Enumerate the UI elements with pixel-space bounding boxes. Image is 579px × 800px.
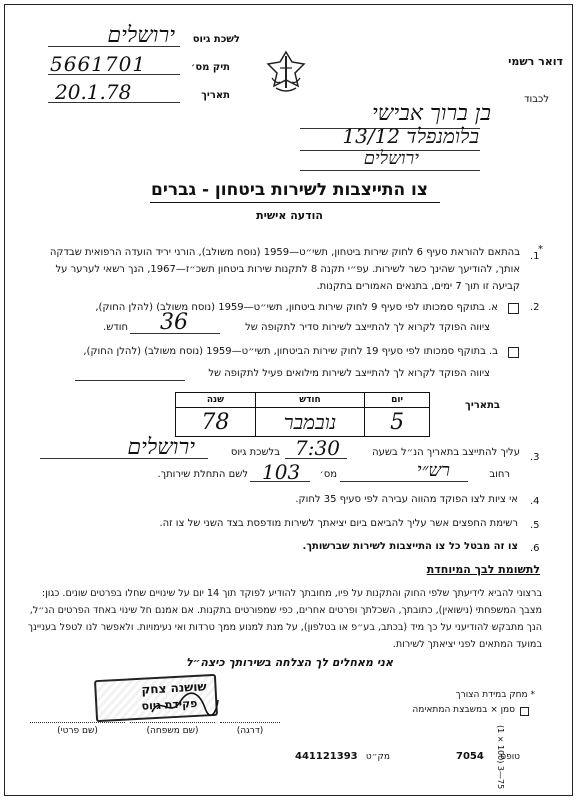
footnote-delete-note: * מחק במידת הצורך bbox=[455, 690, 535, 700]
footnote-checkbox bbox=[520, 707, 529, 716]
rank-line bbox=[220, 722, 280, 723]
section3-hour-value: 7:30 bbox=[295, 436, 340, 460]
section3-hour-line bbox=[285, 458, 347, 459]
section3-bureau-value: ירושלים bbox=[127, 435, 195, 460]
section4-text: אי ציות לצו הפוקד מהווה עבירה לפי סעיף 35 לחוק. bbox=[295, 494, 518, 505]
section3-street-label: רחוב bbox=[489, 469, 510, 480]
bureau-value: ירושלים bbox=[107, 23, 175, 48]
footnote-check-note: סמן × במשבצת המתאימה bbox=[412, 705, 515, 715]
section2b-line1: ב. בתוקף סמכותו לפי סעיף 19 לחוק שירות הביטחון, תשי״ט—1959 (נוסח משולב) (להלן החוק), bbox=[83, 346, 498, 357]
section2-number: .2 bbox=[530, 302, 540, 313]
bureau-line bbox=[48, 46, 180, 47]
stamp-line1: שושנה צחק bbox=[141, 679, 207, 697]
family-line bbox=[130, 722, 215, 723]
section3-street-line bbox=[340, 481, 468, 482]
section2a-months-value: 36 bbox=[160, 310, 188, 335]
file-value: 5661701 bbox=[50, 52, 147, 76]
attention-wish: אני מאחלים לך הצלחה בשירותך כיצה״ל bbox=[185, 656, 394, 669]
attention-heading: לתשומת לבך המיוחדת bbox=[426, 563, 540, 576]
catalog-number: 441121393 bbox=[295, 751, 358, 762]
file-label: תיק מס׳ bbox=[190, 62, 230, 73]
form-subtitle: הודעה אישית bbox=[256, 209, 323, 222]
recipient-city: ירושלים bbox=[363, 148, 419, 169]
catalog-label: מק״ט bbox=[365, 752, 390, 762]
first-line bbox=[30, 722, 125, 723]
section5-text: רשימת החפצים אשר עליך להביאם ביום יציאתך לשירות מודפסת בצד השני של צו זה. bbox=[159, 518, 518, 529]
side-code: (1 × 100) 3—75 bbox=[496, 725, 505, 790]
official-mail-label: דואר רשמי bbox=[508, 55, 563, 68]
section2b-line2: ציווה הפוקד לקרוא לך להתייצב לשירות מילואים פעיל לתקופה של bbox=[208, 368, 490, 379]
date-box-day-value: 5 bbox=[365, 408, 430, 437]
to-label: לכבוד bbox=[524, 94, 549, 105]
date-box-label: בתאריך bbox=[465, 400, 500, 411]
date-label: תאריך bbox=[201, 90, 230, 101]
section5-number: .5 bbox=[530, 520, 540, 531]
date-value: 20.1.78 bbox=[55, 80, 132, 104]
section3-line2-post: לשם התחלת שירותך. bbox=[157, 469, 248, 480]
section3-line1-pre: עליך להתייצב בתאריך הנ״ל בשעה bbox=[372, 447, 520, 458]
recipient-name: בן ברוך אבישי bbox=[372, 101, 491, 126]
date-line bbox=[48, 102, 180, 103]
section1-text: בהתאם להוראת סעיף 6 לחוק שירות ביטחון, תשי״ט—1959 (נוסח משולב), הורני יריד הועדה הרפואית שבדקה אותך, להודיעך שהינך כשר לשירות. עפ״י תקנה 8 לתקנות שירות ביטחון תשכ״ז—1967, הנך רשאי לערער על קביעה זו תוך 7 ימים, בתנאים האמורים בתקנות. bbox=[49, 247, 520, 292]
section2b-checkbox[interactable] bbox=[508, 347, 519, 358]
date-box-table bbox=[175, 392, 430, 437]
recipient-city-line bbox=[300, 170, 480, 171]
file-line bbox=[48, 74, 180, 75]
section1-number: .1 bbox=[530, 251, 540, 262]
section3-line1-mid: בלשכת גיוס bbox=[230, 447, 280, 458]
section4-number: .4 bbox=[530, 496, 540, 507]
stamp-line2: פקידת גיוס bbox=[141, 696, 198, 713]
section3-number-label: מס׳ bbox=[319, 469, 337, 480]
recipient-street: בלומנפלד 13/12 bbox=[342, 124, 479, 148]
first-label: (שם פרטי) bbox=[57, 726, 98, 736]
section2b-line bbox=[75, 380, 185, 381]
section3-bureau-line bbox=[40, 458, 208, 459]
idf-emblem-icon bbox=[262, 48, 310, 96]
date-box-header-month: חודש bbox=[255, 393, 364, 408]
section2a-line1: א. בתוקף סמכותו לפי סעיף 9 לחוק שירות ביטחון, תשי״ט—1959 (נוסח משולב) (להלן החוק), bbox=[95, 302, 498, 313]
date-box-header-day: יום bbox=[365, 393, 430, 408]
signature-scribble bbox=[150, 690, 220, 720]
form-title: צו התייצבות לשירות ביטחון - גברים bbox=[151, 180, 428, 200]
section1-star: * bbox=[538, 244, 543, 255]
date-box-year-value: 78 bbox=[176, 408, 256, 437]
section2a-line2-pre: ציווה הפוקד לקרוא לך להתייצב לשירות סדיר לתקופה של bbox=[245, 322, 490, 333]
form-label: טופס bbox=[500, 752, 520, 762]
section3-number-value: 103 bbox=[262, 460, 301, 484]
bureau-label: לשכת גיוס bbox=[192, 34, 240, 45]
title-underline bbox=[150, 202, 440, 203]
date-box-month-value: נובמבר bbox=[255, 408, 364, 437]
section3-street-value: רש״י bbox=[416, 460, 450, 481]
section3-number: .3 bbox=[530, 452, 540, 463]
attention-text: ברצוני להביא לידיעתך שלפי החוק והתקנות על פיו, מחובתך להודיע לפוקד תוך 14 יום על שינויים שחלו בפרטים שונים. כגון: מצבך המשפחתי (נישואין), כתובתך, השכלתך ופרטים אחרים, כפי שמפורטים בתקנות. אם אמנם חל שינוי באחד הפרטים הנ״ל, הנך מתבקש להודיעני על כך מיד (בכתב, בע״פ או בטלפון), על מנת למנוע ממך טרדות ואי נעימויות. ולאפשר לנו לטפל בעניינך במועד המתאים לפני יציאתך לשירות. bbox=[27, 588, 542, 650]
section2a-checkbox[interactable] bbox=[508, 303, 519, 314]
family-label: (שם משפחה) bbox=[146, 726, 199, 736]
section2a-line2-post: חודש. bbox=[103, 322, 128, 333]
date-box-header-year: שנה bbox=[176, 393, 256, 408]
section2a-months-line bbox=[130, 333, 220, 334]
section3-number-line bbox=[250, 481, 310, 482]
section6-number: .6 bbox=[530, 543, 540, 554]
form-number: 7054 bbox=[456, 751, 484, 762]
section6-text: צו זה מבטל כל צו התייצבות לשירות שברשותך. bbox=[302, 541, 518, 552]
rank-label: (דרגה) bbox=[236, 726, 264, 736]
